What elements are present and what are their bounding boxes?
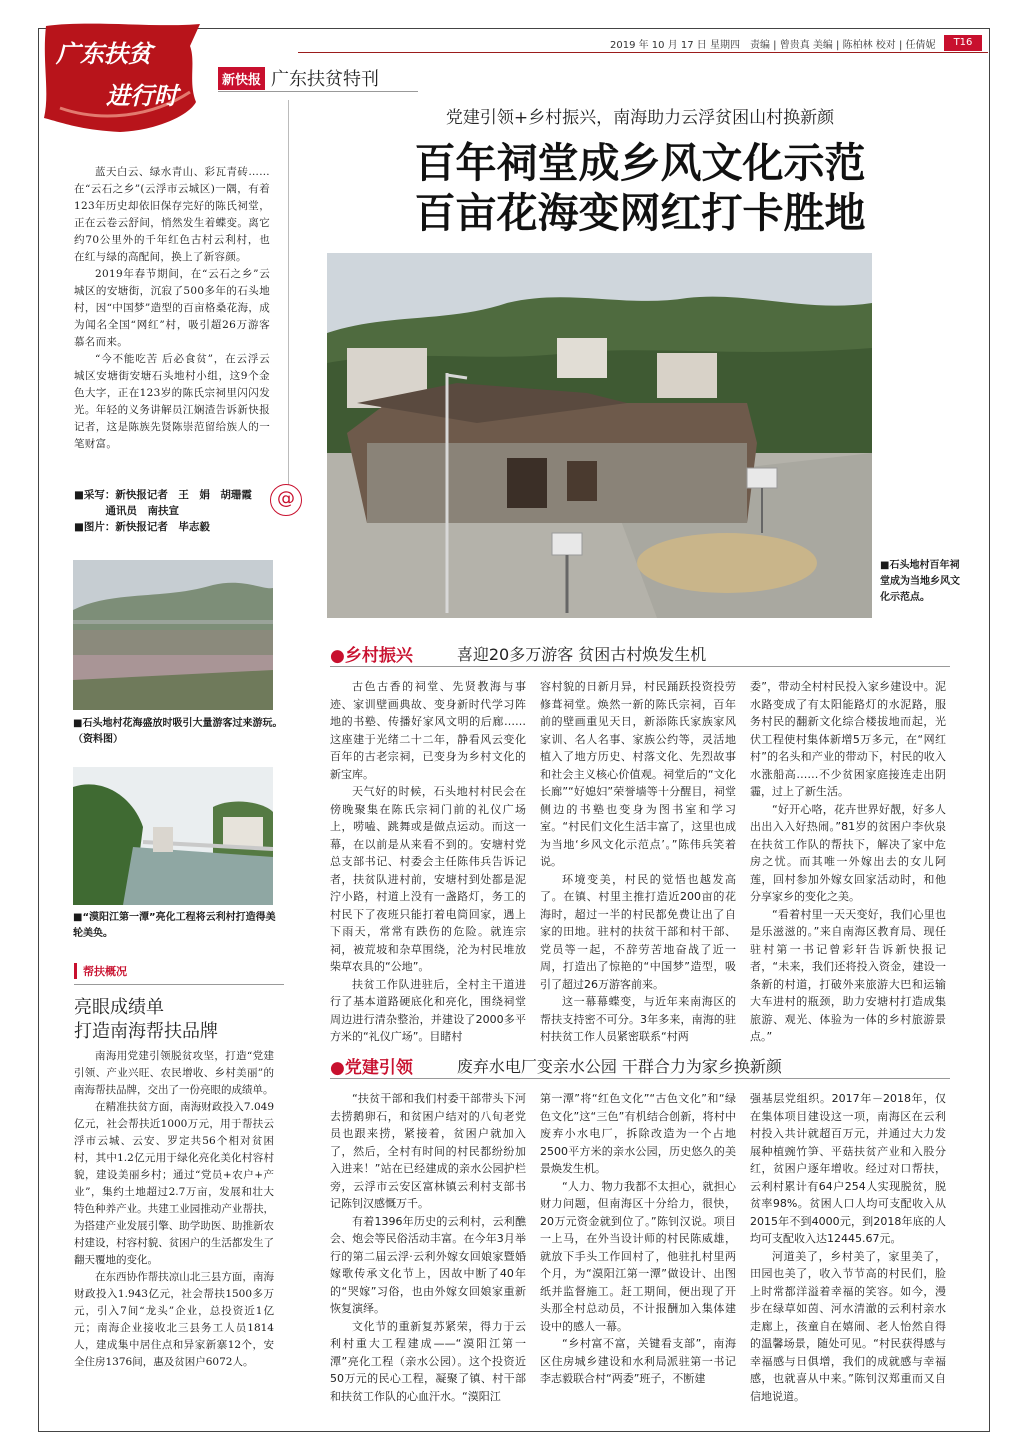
paragraph: 在东西协作帮扶凉山北三县方面，南海财政投入1.943亿元，社会帮扶1500多万元，引入7间“龙头”企业，总投资近1亿元；南海企业接收北三县务工人员1814人，建成集中居住点和异家新寨12个，安全住房1376间，惠及贫困户6072人。 [74,1271,274,1368]
section-rule [330,1078,950,1079]
lead-paragraph: 2019年春节期间，在“云石之乡”云城区的安塘街，沉寂了500多年的石头地村，因“中国梦”造型的百亩格桑花海，成为闻名全国“网红”村，吸引超26万游客慕名而来。 [74,268,270,348]
paragraph: 天气好的时候，石头地村村民会在傍晚聚集在陈氏宗祠门前的礼仪广场上，唠嗑、跳舞或是做点运动。而这一幕，在以前是从来看不到的。安塘村党总支部书记、村委会主任陈伟兵告诉记者，扶贫队进村前，安塘村到处都是泥泞小路，村道上没有一盏路灯，务工的村民下了夜班只能打着电筒回家，遇上下雨天，常常有跌伤的危险。就连宗祠，被荒坡和杂草围绕，沦为村民堆放柴草农具的“公地”。 [330,785,526,973]
box-headline-line2: 打造南海帮扶品牌 [74,1021,218,1042]
section-title: 喜迎20多万游客 贫困古村焕发生机 [456,644,707,664]
box-headline-line1: 亮眼成绩单 [74,997,164,1018]
headline-line2: 百亩花海变网红打卡胜地 [414,189,866,237]
main-photo-ancestral-hall [327,253,872,618]
masthead-line2: 进行时 [106,81,178,110]
masthead-line1: 广东扶贫 [56,39,152,68]
headline [330,138,950,238]
section-title: 废弃水电厂变亲水公园 干群合力为家乡换新颜 [456,1056,782,1076]
article-column [750,678,946,1046]
paragraph: 这一幕幕蝶变，与近年来南海区的帮扶支持密不可分。3年多来，南海的驻村扶贫工作人员紧密联系“村两 [540,995,736,1043]
paragraph: 第一潭”将“红色文化”“古色文化”和“绿色文化”这“三色”有机结合创新，将村中废弃小水电厂，拆除改造为一个占地2500平方米的亲水公园，历史悠久的美景焕发生机。 [540,1092,736,1175]
brand-underline [218,91,418,92]
paragraph: “好开心咯，花卉世界好靓，好多人出出入入好热闹。”81岁的贫困户李伙泉在扶贫工作队的帮扶下，解决了家中危房之忧。而其唯一外嫁出去的女儿阿莲，回村参加外嫁女回家活动时，和他分享家乡的变化之美。 [750,802,946,903]
article-column [540,1090,736,1405]
lead-text [74,164,270,453]
paragraph: 强基层党组织。2017年－2018年，仅在集体项目建设这一项，南海区在云利村投入共计就超百万元，并通过大力发展种植豌竹笋、平菇扶贫产业和入股分红，贫困户逐年增收。经过对口帮扶，云利村累计有64户254人实现脱贫，脱贫率98%。贫困人口人均可支配收入从2015年不到4000元，到2018年底的人均可支配收入达12445.67元。 [750,1092,946,1245]
river-photo-caption: ■“漠阳江第一潭”亮化工程将云利村打造得美轮美奂。 [73,912,276,939]
paragraph: 有着1396年历史的云利村，云利醮会、炮会等民俗活动丰富。在今年3月举行的第二届云浮·云利外嫁女回娘家暨婚嫁歌传承文化节上，因故中断了40年的“哭嫁”习俗，也由外嫁女回娘家重新恢复演绎。 [330,1214,526,1315]
credit-line: 通讯员 南扶宣 [74,505,179,517]
issue-meta: 2019 年 10 月 17 日 星期四 责编 | 曾贵真 美编 | 陈柏林 校对 | 任倩妮 [610,40,936,51]
top-rule [298,52,988,53]
article-column [750,1090,946,1405]
page-number-tag: T16 [944,35,982,51]
credit-line: ■图片：新快报记者 毕志毅 [74,521,210,533]
box-label: 帮扶概况 [74,963,127,979]
main-photo-caption: ■石头地村百年祠堂成为当地乡风文化示范点。 [880,560,960,603]
brand [218,66,379,90]
paragraph: 南海用党建引领脱贫攻坚，打造“党建引领、产业兴旺、农民增收、乡村美丽”的南海帮扶品牌，交出了一份亮眼的成绩单。 [74,1050,274,1096]
subheadline: 党建引领+乡村振兴，南海助力云浮贫困山村换新颜 [445,108,835,128]
credits [74,487,284,535]
at-icon: @ [270,484,302,516]
article-column [330,1090,526,1405]
paragraph: “乡村富不富，关键看支部”，南海区住房城乡建设和水利局派驻第一书记李志毅联合村“两委”班子，不断建 [540,1337,736,1385]
section-tag: ●乡村振兴 [330,645,413,666]
article-column [540,678,736,1046]
brand-logo: 新快报 [218,67,265,90]
section-party-building-header [330,1052,782,1078]
box-body [74,1048,274,1371]
paragraph: 扶贫工作队进驻后，全村主干道进行了基本道路硬底化和亮化，围绕祠堂周边进行清杂整治，并建设了2000多平方米的“礼仪广场”。目睹村 [330,977,526,1043]
flower-photo-caption: ■石头地村花海盛放时吸引大量游客过来游玩。 （资料图） [73,718,308,745]
section1-body [330,678,946,1046]
section2-body [330,1090,946,1405]
headline-line1: 百年祠堂成乡风文化示范 [414,139,866,187]
brand-title: 广东扶贫特刊 [271,69,380,90]
flower-field-photo [73,560,273,710]
paragraph: 委”，带动全村村民投入家乡建设中。泥水路变成了有太阳能路灯的水泥路，服务村民的翻新文化综合楼拔地而起，光伏工程使村集体新增5万多元，在“网红村”的名头和产业的带动下，村民的收入水涨船高……不少贫困家庭接连走出阴霾，过上了新生活。 [750,680,946,798]
section-rule [330,666,950,667]
paragraph: 古色古香的祠堂、先贤教海与事迹、家训壁画典故、变身新时代学习阵地的书塾、传播好家风文明的后廊……这座建于光绪二十二年，静看风云变化百年的古老宗祠，已变身为乡村文化的新宝库。 [330,680,526,781]
lead-paragraph: “今不能吃苦 后必食贫”，在云浮云城区安塘街安塘石头地村小组，这9个金色大字，正在123岁的陈氏宗祠里闪闪发光。年轻的义务讲解员江娴渣告诉新快报记者，这是陈族先贤陈崇范留给族人的一笔财富。 [74,353,270,450]
article-column [330,678,526,1046]
section-rural-revitalization-header [330,640,706,666]
paragraph: 在精准扶贫方面，南海财政投入7.049亿元，社会帮扶近1000万元，用于帮扶云浮市云城、云安、罗定共56个相对贫困村，其中1.2亿元用于绿化亮化美化村容村貌，建设美丽乡村；通过“党员+农户+产业”，集约土地超过2.7万亩，发展和壮大特色种养产业。共建工业园推动产业帮扶，为搭建产业发展引擎、助学助医、助推新农村建设，村容村貌、贫困户的生活都发生了翻天覆地的变化。 [74,1101,274,1266]
river-park-photo [73,767,273,905]
paragraph: 河道美了，乡村美了，家里美了，田园也美了，收入节节高的村民们，脸上时常都洋溢着幸福的笑容。如今，漫步在绿草如茵、河水清澈的云利村亲水走廊上，孩童自在嬉闹、老人怡然自得的温馨场景，随处可见。“村民获得感与幸福感与日俱增，我们的成就感与幸福感，也就喜从中来。”陈钊汉郑重而又自信地说道。 [750,1249,946,1403]
column-rule [288,100,289,492]
lead-paragraph: 蓝天白云、绿水青山、彩瓦青砖……在“云石之乡”(云浮市云城区)一隅，有着123年历史却依旧保存完好的陈氏祠堂，正在云卷云舒间，悄然发生着蝶变。离它约70公里外的千年红色古村云利村，也在红与绿的高配间，换上了新容颜。 [74,166,270,263]
masthead-logo [40,22,205,134]
paragraph: 容村貌的日新月异，村民踊跃投资投劳修葺祠堂。焕然一新的陈氏宗祠，百年前的壁画重见天日，新添陈氏家族家风家训、名人名事、家族公约等，灵活地植入了地方历史、村落文化、先烈故事和社会主义核心价值观。祠堂后的“文化长廊”“好媳妇”荣誉墙等十分醒目，祠堂侧边的书塾也变身为图书室和学习室。“村民们文化生活丰富了，这里也成为当地‘乡风文化示范点’。”陈伟兵笑着说。 [540,680,736,868]
paragraph: 环境变美，村民的觉悟也越发高了。在镇、村里主推打造近200亩的花海时，超过一半的村民都免费让出了自家的田地。驻村的扶贫干部和村干部、党员等一起，不辞劳苦地奋战了近一周，打造出了惊艳的“中国梦”造型，吸引了超过26万游客前来。 [540,872,736,991]
paragraph: “看着村里一天天变好，我们心里也是乐滋滋的。”来自南海区教育局、现任驻村第一书记曾彩轩告诉新快报记者，“未来，我们还将投入资金，建设一条新的村道，打破外来旅游大巴和运输大车进村的瓶颈，助力安塘村打造成集旅游、观光、体验为一体的乡村旅游景点。” [750,907,946,1043]
box-rule [74,984,284,985]
box-headline [74,996,290,1044]
section-tag: ●党建引领 [330,1057,413,1078]
credit-line: ■采写：新快报记者 王 娟 胡珊霞 [74,489,252,501]
paragraph: 文化节的重新复苏紧荣，得力于云利村重大工程建成——“漠阳江第一潭”亮化工程（亲水公园）。这个投资近50万元的民心工程，凝聚了镇、村干部和扶贫工作队的心血汗水。“漠阳江 [330,1319,526,1403]
paragraph: “扶贫干部和我们村委干部带头下河去捞鹅卵石，和贫困户结对的八旬老党员也跟来捞，紧接着，贫困户就加入了，然后，全村有时间的村民都纷纷加入进来！”站在已经建成的亲水公园护栏旁，云浮市云安区富林镇云利村支部书记陈钊汉感慨万千。 [330,1092,526,1210]
paragraph: “人力、物力我都不太担心，就担心财力问题，但南海区十分给力，很快，20万元资金就到位了。”陈钊汉说。项目一上马，在外当设计师的村民陈威雄，就放下手头工作回村了，他驻扎村里两个月，为“漠阳江第一潭”做设计、出图纸并监督施工。赶工期间，便出现了开头那全村总动员，不计报酬加入集体建设中的感人一幕。 [540,1179,736,1333]
